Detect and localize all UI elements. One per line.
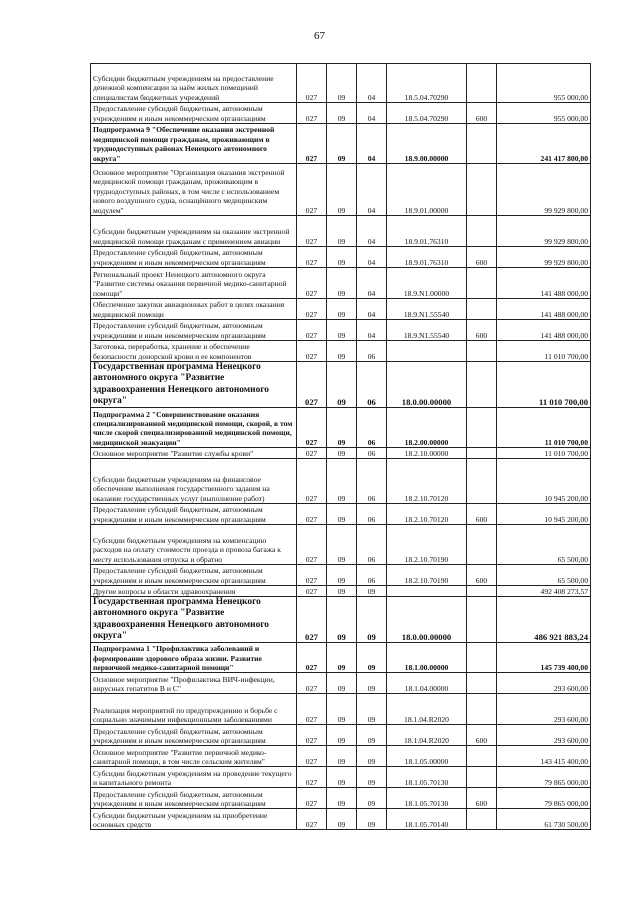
subsection-code-cell: 09 [357,597,387,643]
expense-type-cell: 600 [467,504,497,525]
section-code-cell: 09 [327,525,357,565]
expense-type-cell: 600 [467,103,497,124]
section-code-cell: 09 [327,746,357,767]
expense-type-cell [467,673,497,694]
subsection-code-cell: 06 [357,459,387,504]
section-code-cell: 09 [327,597,357,643]
subsection-code-cell: 04 [357,216,387,247]
row-name-cell: Региональный проект Ненецкого автономного округа "Развитие системы оказания первичной медико-санитарной помощи" [91,268,297,299]
section-code-cell: 09 [327,299,357,320]
amount-cell: 143 415 400,00 [497,746,591,767]
row-name-cell: Основное мероприятие "Профилактика ВИЧ-инфекции, вирусных гепатитов В и С" [91,673,297,694]
table-row [91,525,591,565]
admin-code-cell: 027 [297,247,327,268]
target-article-cell: 18.1.00.00000 [387,643,467,673]
expense-type-cell [467,64,497,103]
target-article-cell: 18.9.00.00000 [387,124,467,164]
expense-type-cell [467,767,497,788]
target-article-cell: 18.1.05.70130 [387,767,467,788]
expense-type-cell [467,268,497,299]
target-article-cell: 18.9.N1.55540 [387,299,467,320]
subsection-code-cell: 04 [357,247,387,268]
admin-code-cell: 027 [297,448,327,459]
subsection-code-cell: 09 [357,788,387,809]
amount-cell: 61 730 500,00 [497,809,591,830]
section-code-cell: 09 [327,103,357,124]
row-name-cell: Обеспечение закупки авиационных работ в целях оказания медицинской помощи [91,299,297,320]
row-name-cell: Субсидии бюджетным учреждениям на компенсацию расходов на оплату стоимости проезда и провоза багажа к месту использования отпуска и обратно [91,525,297,565]
expense-type-cell: 600 [467,725,497,746]
row-name-cell: Предоставление субсидий бюджетным, автономным учреждениям и иным некоммерческим организациям [91,565,297,586]
section-code-cell: 09 [327,64,357,103]
expense-type-cell [467,694,497,725]
section-code-cell: 09 [327,408,357,448]
admin-code-cell: 027 [297,459,327,504]
subsection-code-cell: 06 [357,565,387,586]
section-code-cell: 09 [327,362,357,408]
admin-code-cell: 027 [297,64,327,103]
target-article-cell: 18.2.10.70190 [387,565,467,586]
section-code-cell: 09 [327,643,357,673]
admin-code-cell: 027 [297,341,327,362]
amount-cell: 492 408 273,57 [497,586,591,597]
section-code-cell: 09 [327,504,357,525]
subsection-code-cell: 06 [357,525,387,565]
amount-cell: 141 488 000,00 [497,320,591,341]
section-code-cell: 09 [327,268,357,299]
row-name-cell: Подпрограмма 9 "Обеспечение оказания экстренной медицинской помощи гражданам, проживающим в труднодоступных районах Ненецкого автономного округа" [91,124,297,164]
expense-type-cell [467,525,497,565]
target-article-cell: 18.0.00.00000 [387,597,467,643]
amount-cell: 99 929 800,00 [497,216,591,247]
expense-type-cell [467,459,497,504]
amount-cell: 79 865 000,00 [497,767,591,788]
admin-code-cell: 027 [297,124,327,164]
table-row [91,216,591,247]
section-code-cell: 09 [327,341,357,362]
table-row [91,643,591,673]
amount-cell: 99 929 800,00 [497,164,591,216]
section-code-cell: 09 [327,809,357,830]
admin-code-cell: 027 [297,767,327,788]
table-row [91,341,591,362]
section-code-cell: 09 [327,216,357,247]
table-row [91,448,591,459]
subsection-code-cell: 06 [357,341,387,362]
expense-type-cell [467,586,497,597]
subsection-code-cell: 09 [357,725,387,746]
amount-cell: 486 921 883,24 [497,597,591,643]
table-row [91,362,591,408]
target-article-cell: 18.5.04.70290 [387,103,467,124]
expense-type-cell [467,341,497,362]
target-article-cell: 18.1.04.R2020 [387,694,467,725]
admin-code-cell: 027 [297,694,327,725]
subsection-code-cell: 06 [357,362,387,408]
table-row [91,597,591,643]
table-row [91,164,591,216]
row-name-cell: Субсидии бюджетным учреждениям на предоставление денежной компенсации за наём жилых помещений специалистам бюджетных учреждений [91,64,297,103]
section-code-cell: 09 [327,565,357,586]
expense-type-cell [467,746,497,767]
table-row [91,247,591,268]
expense-type-cell [467,362,497,408]
table-row [91,725,591,746]
expense-type-cell: 600 [467,320,497,341]
amount-cell: 11 010 700,00 [497,341,591,362]
amount-cell: 293 600,00 [497,725,591,746]
target-article-cell: 18.9.01.76310 [387,247,467,268]
admin-code-cell: 027 [297,216,327,247]
amount-cell: 65 500,00 [497,525,591,565]
table-row [91,809,591,830]
section-code-cell: 09 [327,247,357,268]
amount-cell: 79 865 000,00 [497,788,591,809]
admin-code-cell: 027 [297,408,327,448]
target-article-cell: 18.1.04.00000 [387,673,467,694]
table-row [91,459,591,504]
row-name-cell: Субсидии бюджетным учреждениям на приобретение основных средств [91,809,297,830]
target-article-cell: 18.9.N1.55540 [387,320,467,341]
admin-code-cell: 027 [297,809,327,830]
amount-cell: 65 500,00 [497,565,591,586]
subsection-code-cell: 04 [357,299,387,320]
admin-code-cell: 027 [297,504,327,525]
expense-type-cell [467,299,497,320]
section-code-cell: 09 [327,586,357,597]
target-article-cell: 18.9.01.00000 [387,164,467,216]
table-row [91,673,591,694]
subsection-code-cell: 09 [357,767,387,788]
row-name-cell: Государственная программа Ненецкого автономного округа "Развитие здравоохранения Ненецкого автономного округа" [91,597,297,643]
admin-code-cell: 027 [297,362,327,408]
section-code-cell: 09 [327,673,357,694]
subsection-code-cell: 09 [357,809,387,830]
amount-cell: 99 929 800,00 [497,247,591,268]
table-row [91,320,591,341]
subsection-code-cell: 06 [357,408,387,448]
target-article-cell: 18.9.N1.00000 [387,268,467,299]
subsection-code-cell: 04 [357,164,387,216]
target-article-cell: 18.1.05.70140 [387,809,467,830]
subsection-code-cell: 04 [357,320,387,341]
admin-code-cell: 027 [297,586,327,597]
subsection-code-cell: 09 [357,746,387,767]
admin-code-cell: 027 [297,525,327,565]
subsection-code-cell: 04 [357,103,387,124]
amount-cell: 11 010 700,00 [497,448,591,459]
amount-cell: 141 488 000,00 [497,299,591,320]
admin-code-cell: 027 [297,320,327,341]
target-article-cell: 18.2.10.00000 [387,448,467,459]
target-article-cell [387,586,467,597]
amount-cell: 955 000,00 [497,64,591,103]
row-name-cell: Предоставление субсидий бюджетным, автономным учреждениям и иным некоммерческим организациям [91,788,297,809]
target-article-cell: 18.2.10.70120 [387,459,467,504]
amount-cell: 955 000,00 [497,103,591,124]
expense-type-cell: 600 [467,247,497,268]
row-name-cell: Основное мероприятие "Развитие службы крови" [91,448,297,459]
expense-type-cell [467,216,497,247]
row-name-cell: Другие вопросы в области здравоохранения [91,586,297,597]
table-row [91,103,591,124]
amount-cell: 10 945 200,00 [497,459,591,504]
table-row [91,788,591,809]
budget-table [90,63,591,830]
section-code-cell: 09 [327,459,357,504]
subsection-code-cell: 06 [357,448,387,459]
target-article-cell: 18.2.10.70190 [387,525,467,565]
expense-type-cell [467,643,497,673]
admin-code-cell: 027 [297,673,327,694]
section-code-cell: 09 [327,725,357,746]
subsection-code-cell: 09 [357,694,387,725]
section-code-cell: 09 [327,767,357,788]
section-code-cell: 09 [327,694,357,725]
subsection-code-cell: 09 [357,586,387,597]
amount-cell: 293 600,00 [497,694,591,725]
target-article-cell [387,341,467,362]
subsection-code-cell: 04 [357,268,387,299]
page-number: 67 [314,30,325,42]
expense-type-cell [467,408,497,448]
table-row [91,694,591,725]
expense-type-cell [467,809,497,830]
section-code-cell: 09 [327,788,357,809]
table-row [91,124,591,164]
table-row [91,299,591,320]
row-name-cell: Предоставление субсидий бюджетным, автономным учреждениям и иным некоммерческим организациям [91,247,297,268]
row-name-cell: Предоставление субсидий бюджетным, автономным учреждениям и иным некоммерческим организациям [91,103,297,124]
row-name-cell: Подпрограмма 1 "Профилактика заболеваний и формирование здорового образа жизни. Развитие первичной медико-санитарной помощи" [91,643,297,673]
expense-type-cell: 600 [467,565,497,586]
row-name-cell: Основное мероприятие "Организация оказания экстренной медицинской помощи гражданам, проживающим в труднодоступных районах, в том числе с использованием нового воздушного судна, оснащённого медицинским модулем" [91,164,297,216]
amount-cell: 141 488 000,00 [497,268,591,299]
row-name-cell: Субсидии бюджетным учреждениям на проведение текущего и капитального ремонта [91,767,297,788]
amount-cell: 241 417 800,00 [497,124,591,164]
expense-type-cell [467,164,497,216]
amount-cell: 11 010 700,00 [497,408,591,448]
row-name-cell: Государственная программа Ненецкого автономного округа "Развитие здравоохранения Ненецкого автономного округа" [91,362,297,408]
target-article-cell: 18.2.10.70120 [387,504,467,525]
admin-code-cell: 027 [297,597,327,643]
table-row [91,504,591,525]
subsection-code-cell: 04 [357,124,387,164]
admin-code-cell: 027 [297,103,327,124]
table-row [91,586,591,597]
expense-type-cell: 600 [467,788,497,809]
subsection-code-cell: 09 [357,643,387,673]
section-code-cell: 09 [327,164,357,216]
target-article-cell: 18.1.05.70130 [387,788,467,809]
row-name-cell: Предоставление субсидий бюджетным, автономным учреждениям и иным некоммерческим организациям [91,504,297,525]
admin-code-cell: 027 [297,565,327,586]
row-name-cell: Субсидии бюджетным учреждениям на оказание экстренной медицинской помощи гражданам с применением авиации [91,216,297,247]
row-name-cell: Подпрограмма 2 "Совершенствование оказания специализированной медицинской помощи, скорой, в том числе скорой специализированной медицинской помощи, медицинской эвакуации" [91,408,297,448]
row-name-cell: Предоставление субсидий бюджетным, автономным учреждениям и иным некоммерческим организациям [91,320,297,341]
amount-cell: 145 739 400,00 [497,643,591,673]
subsection-code-cell: 06 [357,504,387,525]
expense-type-cell [467,124,497,164]
section-code-cell: 09 [327,124,357,164]
row-name-cell: Заготовка, переработка, хранение и обеспечение безопасности донорской крови и ее компонентов [91,341,297,362]
section-code-cell: 09 [327,448,357,459]
amount-cell: 10 945 200,00 [497,504,591,525]
admin-code-cell: 027 [297,299,327,320]
table-row [91,408,591,448]
admin-code-cell: 027 [297,643,327,673]
target-article-cell: 18.1.05.00000 [387,746,467,767]
subsection-code-cell: 04 [357,64,387,103]
table-row [91,268,591,299]
admin-code-cell: 027 [297,746,327,767]
target-article-cell: 18.0.00.00000 [387,362,467,408]
table-row [91,767,591,788]
target-article-cell: 18.1.04.R2020 [387,725,467,746]
subsection-code-cell: 09 [357,673,387,694]
row-name-cell: Субсидии бюджетным учреждениям на финансовое обеспечение выполнения государственного задания на оказание государственных услуг (выполнение работ) [91,459,297,504]
target-article-cell: 18.9.01.76310 [387,216,467,247]
expense-type-cell [467,448,497,459]
table-row [91,565,591,586]
table-row [91,64,591,103]
row-name-cell: Основное мероприятие "Развитие первичной медико-санитарной помощи, в том числе сельским жителям" [91,746,297,767]
row-name-cell: Реализация мероприятий по предупреждению и борьбе с социально значимыми инфекционными заболеваниями [91,694,297,725]
table-row [91,746,591,767]
admin-code-cell: 027 [297,725,327,746]
admin-code-cell: 027 [297,788,327,809]
target-article-cell: 18.5.04.70290 [387,64,467,103]
amount-cell: 293 600,00 [497,673,591,694]
expense-type-cell [467,597,497,643]
amount-cell: 11 010 700,00 [497,362,591,408]
admin-code-cell: 027 [297,268,327,299]
row-name-cell: Предоставление субсидий бюджетным, автономным учреждениям и иным некоммерческим организациям [91,725,297,746]
section-code-cell: 09 [327,320,357,341]
admin-code-cell: 027 [297,164,327,216]
target-article-cell: 18.2.00.00000 [387,408,467,448]
